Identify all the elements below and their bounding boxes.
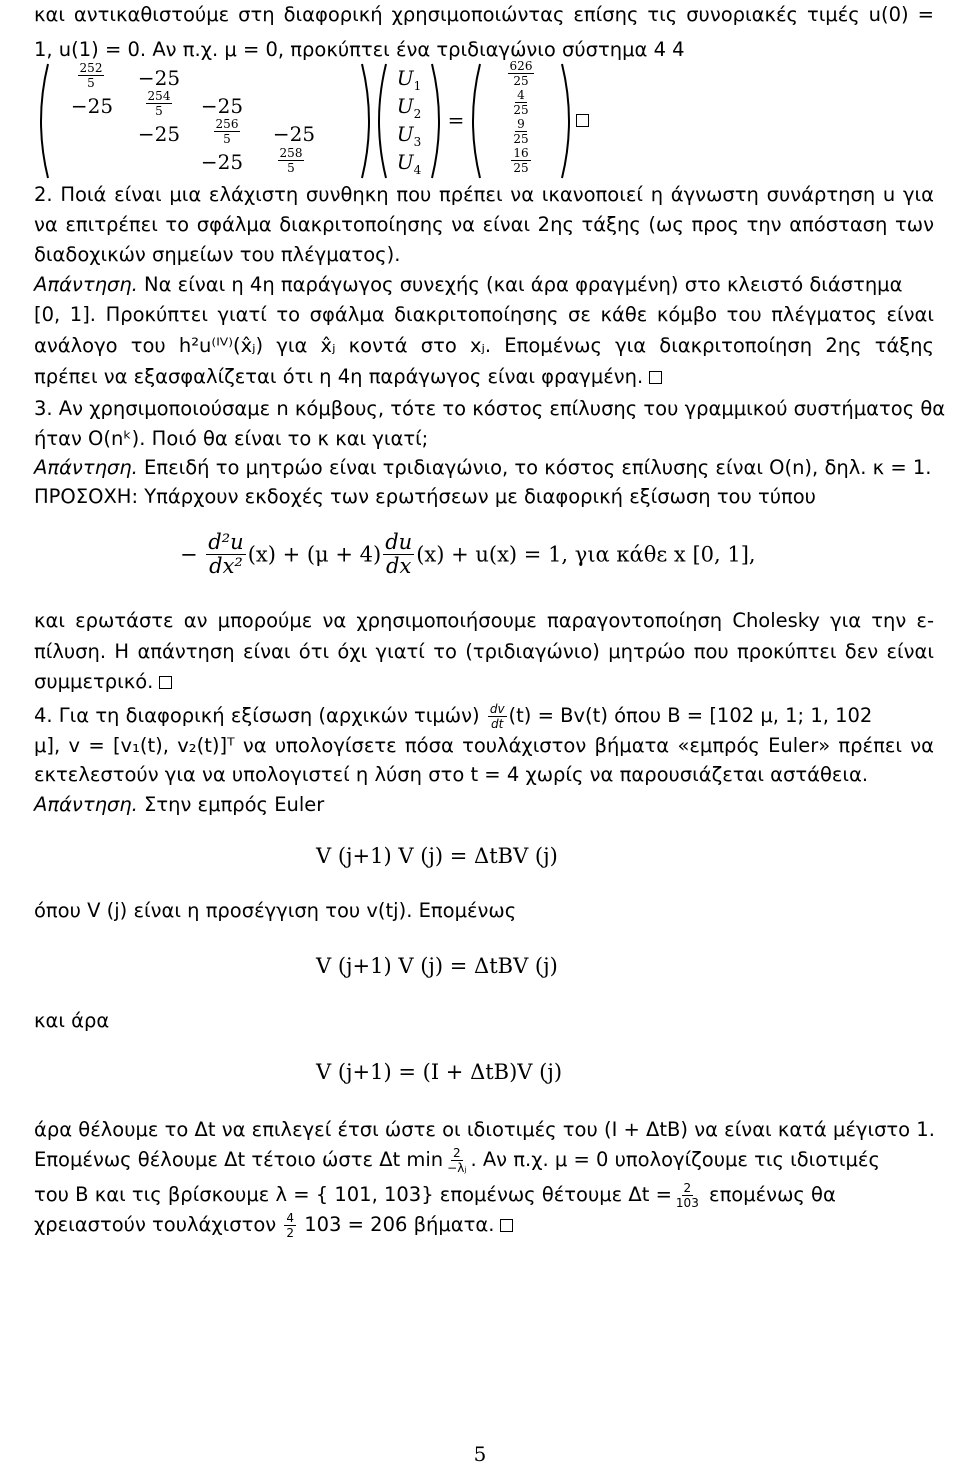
answer-label: Απάντηση. [34,273,138,296]
q3-after-line-3 [34,669,934,695]
answer-label: Απάντηση. [34,456,138,479]
frac-den: 25 [513,132,529,146]
frac-num: 256 [215,117,239,131]
frac-den: dt [491,717,504,731]
unknown-u3: $U_3$ [396,122,422,149]
concl-line-4 [34,1212,934,1239]
concl-text: του B και τις βρίσκουμε λ = { 101, 103} επομένως θέτουμε Δt = [34,1183,672,1206]
frac-den: 25 [513,161,529,175]
euler-equation-1: V (j+1) V (j) = ΔtBV (j) [316,844,558,868]
matrix-cell: −25 [272,122,316,146]
rhs-cell [496,89,546,116]
q3-answer-line [34,455,934,481]
frac-den: 25 [513,103,529,117]
frac-den: 2 [286,1226,295,1240]
rhs-cell [496,118,546,145]
frac-num: 4 [286,1211,295,1225]
matrix-cell: −25 [70,94,114,118]
q2-line-1: 2. Ποιά είναι μια ελάχιστη συνθηκη που πρέπει να ικανοποιεί η άγνωστη συνάρτηση u για [34,183,934,206]
matrix-cell: −25 [137,66,181,90]
frac-den: dx² [209,554,243,578]
matrix-cell [202,118,252,145]
frac-num: 626 [509,59,533,73]
frac-num: du [385,530,413,554]
q3-line-1: 3. Αν χρησιμοποιούσαμε n κόμβους, τότε το κόστος επίλυσης του γραμμικού συστήματος θα [34,397,946,420]
tridiagonal-system [34,60,594,182]
frac-num: 4 [517,88,525,102]
q4-line-2: μ], v = [v₁(t), v₂(t)]ᵀ να υπολογίσετε πόσα τουλάχιστον βήματα «εμπρός Euler» πρέπει να [34,734,934,757]
q3-line-2: ήταν O(nᵏ). Ποιό θα είναι το κ και γιατί; [34,427,429,450]
concl-text: Επομένως θέλουμε Δt τέτοιο ώστε Δt min [34,1148,444,1171]
q4-line-1 [34,703,934,730]
intro-line-1: και αντικαθιστούμε στη διαφορική χρησιμοποιώντας επίσης τις συνοριακές τιμές u(0) = [34,3,934,26]
unknown-u2: $U_2$ [396,94,422,121]
frac-den: 25 [513,74,529,88]
where-line: όπου V (j) είναι η προσέγγιση του v(tj). Επομένως [34,899,517,922]
frac-den: 5 [287,161,295,175]
frac-num: dv [489,702,505,716]
q2-line-2: να επιτρέπει το σφάλμα διακριτοποίησης να είναι 2ης τάξης (ως προς την απόσταση των [34,213,934,236]
q2-answer-text: πρέπει να εξασφαλίζεται ότι η 4η παράγωγος είναι φραγμένη. [34,365,644,388]
q4-line-1-a: 4. Για τη διαφορική εξίσωση (αρχικών τιμών) [34,704,486,727]
frac-num: 254 [147,89,171,103]
q2-line-3: διαδοχικών σημείων του πλέγματος). [34,243,401,266]
concl-text: επομένως θα [702,1183,836,1206]
unknown-u1: $U_1$ [396,66,422,93]
q4-answer-line [34,792,934,818]
concl-line-2 [34,1147,934,1174]
concl-text: 103 = 206 βήματα. [298,1213,495,1236]
q2-answer-line-1 [34,272,934,298]
kai-ara-line: και άρα [34,1009,110,1032]
q2-answer-text: Να είναι η 4η παράγωγος συνεχής (και άρα φραγμένη) στο κλειστό διάστημα [137,273,903,296]
ode-equation: − $\frac{\text{d²u}}{\text{dx²}}$ (x) + (μ + 4) $\frac{du}{dx}$ (x) + u(x) = 1, για κάθε x [0, 1], [180,530,756,578]
q4-line-1-b: (t) = Bv(t) όπου B = [102 μ, 1; 1, 102 [508,704,873,727]
matrix-cell [66,62,116,89]
q2-answer-line-2: [0, 1]. Προκύπτει γιατί το σφάλμα διακριτοποίησης σε κάθε κόμβο του πλέγματος είναι [34,303,934,326]
intro-line-2: 1, u(1) = 0. Αν π.χ. μ = 0, προκύπτει ένα τριδιαγώνιο σύστημα 4 4 [34,38,685,61]
euler-equation-2: V (j+1) V (j) = ΔtBV (j) [316,954,558,978]
q4-answer-text: Στην εμπρός Euler [137,793,325,816]
frac-num: 2 [683,1181,692,1195]
page-number: 5 [473,1442,487,1466]
matrix-cell: −25 [200,94,244,118]
matrix-cell [134,90,184,117]
qed-box-icon [500,1219,513,1232]
matrix-cell: −25 [200,150,244,174]
concl-line-3 [34,1182,934,1209]
frac-num: 9 [517,117,525,131]
q2-answer-line-3: ανάλογο του h²u⁽ᴵⱽ⁾(x̂ⱼ) για x̂ⱼ κοντά στο xⱼ. Επομένως για διακριτοποίηση 2ης τάξης [34,334,934,357]
qed-box-icon [649,371,662,384]
q3-after-text: συμμετρικό. [34,670,154,693]
concl-text: . Αν π.χ. μ = 0 υπολογίζουμε τις ιδιοτιμές [470,1148,880,1171]
frac-den: 5 [223,132,231,146]
unknown-u4: $U_4$ [396,150,422,177]
q2-answer-line-4 [34,364,934,390]
equals-sign: = [447,108,465,132]
euler-equation-3: V (j+1) = (I + ΔtB)V (j) [316,1060,563,1084]
ode-equation-rest: (x) + u(x) = 1, για κάθε x [0, 1], [416,542,756,567]
frac-num: 2 [452,1146,461,1160]
concl-text: χρειαστούν τουλάχιστον [34,1213,277,1236]
matrix-cell: −25 [137,122,181,146]
answer-label: Απάντηση. [34,793,138,816]
q4-line-3: εκτελεστούν για να υπολογιστεί η λύση στο t = 4 χωρίς να παρουσιάζεται αστάθεια. [34,763,869,786]
qed-box-icon [159,676,172,689]
matrix-cell [266,147,316,174]
q3-answer-text: Επειδή το μητρώο είναι τριδιαγώνιο, το κόστος επίλυσης είναι O(n), δηλ. κ = 1. [137,456,932,479]
frac-den: −λⱼ [447,1161,467,1175]
rhs-cell [496,147,546,174]
q3-after-line-1: και ερωτάστε αν μπορούμε να χρησιμοποιήσουμε παραγοντοποίηση Cholesky για την ε- [34,609,934,632]
frac-den: dx [386,554,412,578]
frac-num: 252 [79,61,103,75]
frac-num: d²u [208,530,244,554]
frac-den: 5 [87,76,95,90]
rhs-cell [496,60,546,87]
frac-num: 258 [279,146,303,160]
q3-after-line-2: πίλυση. Η απάντηση είναι ότι όχι γιατί το (τριδιαγώνιο) μητρώο που προκύπτει δεν είναι [34,640,934,663]
concl-line-1: άρα θέλουμε το Δt να επιλεγεί έτσι ώστε οι ιδιοτιμές του (I + ΔtB) να είναι κατά μέγιστο 1. [34,1118,935,1141]
frac-num: 16 [513,146,529,160]
warning-line: ΠΡΟΣΟΧΗ: Υπάρχουν εκδοχές των ερωτήσεων με διαφορική εξίσωση του τύπου [34,485,816,508]
qed-box-icon [576,114,589,127]
frac-den: 103 [675,1196,699,1210]
frac-den: 5 [155,104,163,118]
